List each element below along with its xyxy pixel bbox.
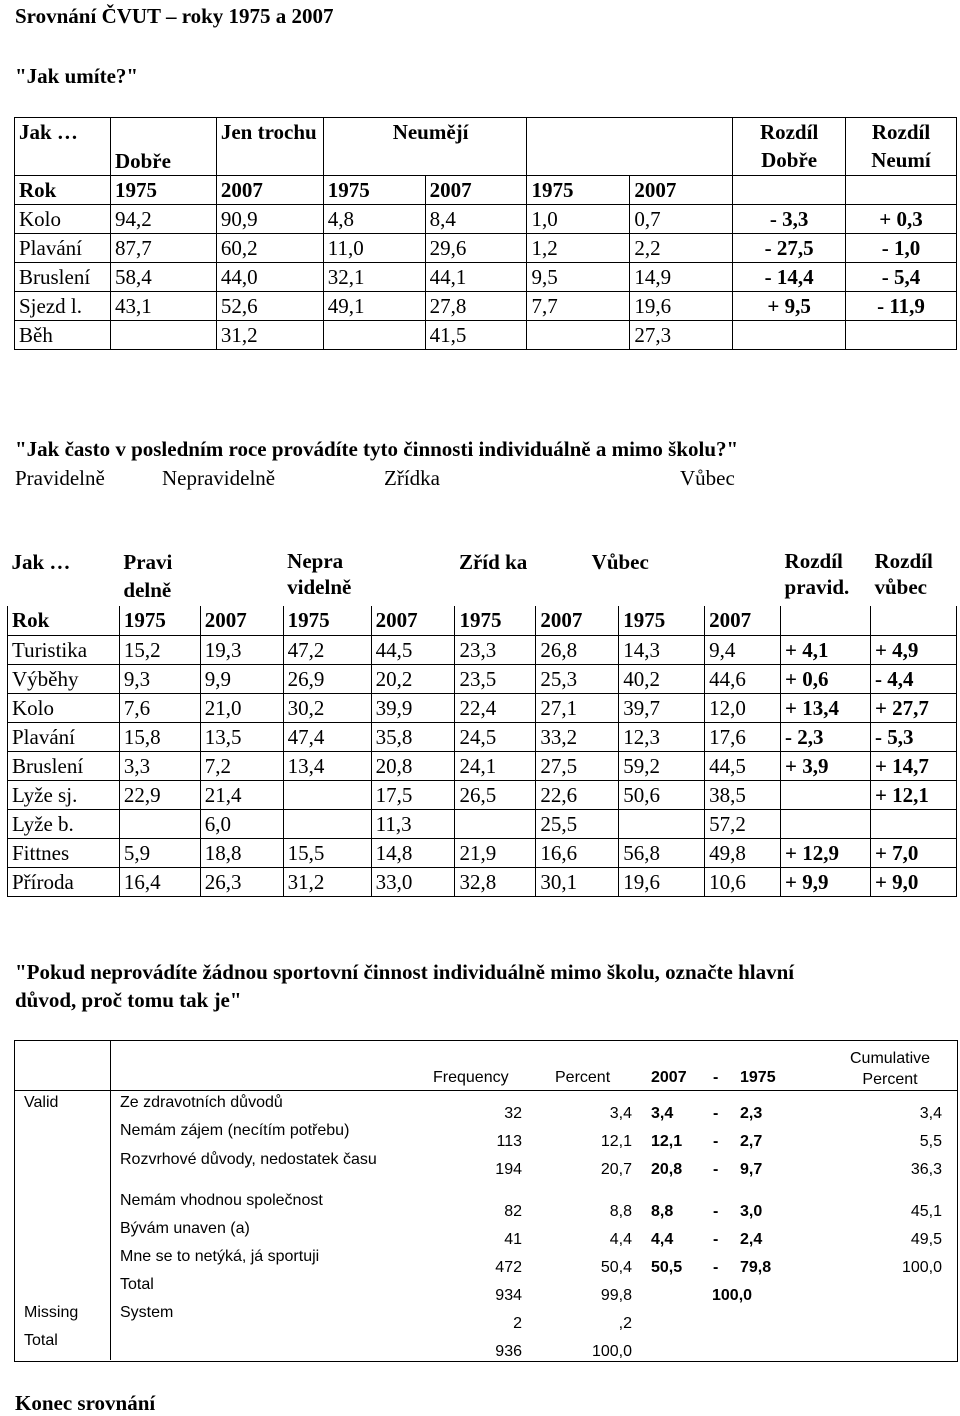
header-cell: Dobře [110,118,216,176]
cell: 2007 [536,606,619,635]
cell: 87,7 [110,234,216,263]
cell: 17,6 [705,722,781,751]
table-row [8,780,957,809]
cell: 25,3 [536,664,619,693]
cell: 2007 [200,606,283,635]
cell: - 11,9 [846,292,957,321]
cell: 11,0 [323,234,425,263]
cell: 14,9 [630,263,733,292]
header-cell: Jak … [11,550,71,574]
row-cumulative: 49,5 [910,1231,942,1248]
table-how-often [7,548,957,897]
cell [455,809,536,838]
row-label: Rozvrhové důvody, nedostatek času [120,1151,377,1168]
cell: 15,2 [119,635,200,664]
cell: - 2,3 [781,722,871,751]
section3-question-line1: "Pokud neprovádíte žádnou sportovní činnost individuálně mimo školu, označte hlavní [15,960,795,984]
cell: Plavání [8,722,120,751]
row-2007: 4,4 [651,1231,674,1248]
row-cumulative: 5,5 [919,1133,942,1150]
header-cumulative [840,1048,940,1090]
cell: 20,2 [371,664,455,693]
cell [527,321,630,350]
cell: 33,0 [371,867,455,896]
cell: + 14,7 [870,751,956,780]
cell: + 9,9 [781,867,871,896]
cell: Rok [8,606,120,635]
row-frequency: 936 [495,1343,522,1360]
cell: - 5,3 [870,722,956,751]
header-cell: Rozdíl pravid. [784,549,850,599]
row-frequency: 32 [504,1105,522,1122]
cell: 16,6 [536,838,619,867]
cell: Kolo [8,693,120,722]
cell: 39,9 [371,693,455,722]
header-cell: Rozdíl Neumí [846,118,957,176]
row-group-label: Missing [24,1304,79,1321]
scale-nepravidelne: Nepravidelně [162,466,276,490]
cell: 25,5 [536,809,619,838]
cell: 47,4 [283,722,371,751]
cell [619,809,705,838]
header-cumulative-line1: Cumulative [849,1050,931,1067]
cell: 20,8 [371,751,455,780]
divider [14,1090,957,1091]
cell: 44,1 [425,263,527,292]
header-cumulative-line2: Percent [862,1071,918,1088]
table-row [8,809,957,838]
cell: Bruslení [15,263,111,292]
cell: 1975 [283,606,371,635]
cell: 26,5 [455,780,536,809]
cell: 18,8 [200,838,283,867]
header-cell: Vůbec [591,550,649,574]
cell: - 27,5 [733,234,846,263]
cell: Bruslení [8,751,120,780]
row-1975: 2,3 [740,1105,763,1122]
cell: 13,5 [200,722,283,751]
cell: 2007 [216,176,323,205]
row-label: Nemám vhodnou společnost [120,1192,323,1209]
cell: 17,5 [371,780,455,809]
row-2007: 50,5 [651,1259,683,1276]
row-dash: - [713,1105,719,1122]
row-frequency: 41 [504,1231,522,1248]
cell: 12,3 [619,722,705,751]
cell: 9,3 [119,664,200,693]
row-2007: 12,1 [651,1133,683,1150]
cell [283,809,371,838]
cell: 24,1 [455,751,536,780]
year-row [15,176,957,205]
header-cell: Jen trochu [216,118,323,176]
row-dash: - [713,1259,719,1276]
cell: - 1,0 [846,234,957,263]
table-row [8,664,957,693]
scale-zridka: Zřídka [384,466,440,490]
row-group-label: Total [24,1332,58,1349]
cell: 56,8 [619,838,705,867]
row-label: Nemám zájem (necítím potřebu) [120,1122,350,1139]
cell: 44,5 [705,751,781,780]
header-percent: Percent [555,1069,611,1086]
row-label: Bývám unaven (a) [120,1220,250,1237]
cell: 2007 [705,606,781,635]
cell: 21,0 [200,693,283,722]
cell: 59,2 [619,751,705,780]
cell: 26,9 [283,664,371,693]
header-1975: 1975 [740,1069,776,1086]
cell: 29,6 [425,234,527,263]
row-1975: 79,8 [740,1259,772,1276]
cell: + 0,3 [846,205,957,234]
cell: 24,5 [455,722,536,751]
cell: 9,5 [527,263,630,292]
cell: Rok [15,176,111,205]
cell: 5,9 [119,838,200,867]
header-frequency: Frequency [433,1069,509,1086]
cell: 14,8 [371,838,455,867]
cell: 26,3 [200,867,283,896]
header-cell: Neumějí [323,118,527,176]
cell: + 12,1 [870,780,956,809]
cell: 90,9 [216,205,323,234]
cell: 30,2 [283,693,371,722]
table-row [8,751,957,780]
cell: 60,2 [216,234,323,263]
scale-vubec: Vůbec [680,466,735,490]
cell: 38,5 [705,780,781,809]
cell: + 3,9 [781,751,871,780]
cell [110,321,216,350]
table-row [8,867,957,896]
cell: - 14,4 [733,263,846,292]
cell: 27,8 [425,292,527,321]
row-cumulative: 3,4 [919,1105,942,1122]
cell: 6,0 [200,809,283,838]
cell: 7,7 [527,292,630,321]
cell: 19,3 [200,635,283,664]
cell [870,809,956,838]
row-percent: 12,1 [600,1133,632,1150]
cell: 43,1 [110,292,216,321]
row-2007: 3,4 [651,1105,674,1122]
cell [733,176,846,205]
cell: 22,9 [119,780,200,809]
header-cell: Pravi delně [123,550,173,602]
cell: 1975 [323,176,425,205]
cell: 2,2 [630,234,733,263]
cell: Fittnes [8,838,120,867]
cell: 1975 [119,606,200,635]
cell: 35,8 [371,722,455,751]
table-how-can-you [14,117,957,350]
table-header-row [15,118,957,176]
cell: 7,2 [200,751,283,780]
cell: 1,2 [527,234,630,263]
cell: Sjezd l. [15,292,111,321]
cell: 31,2 [216,321,323,350]
cell: 12,0 [705,693,781,722]
header-cell: Rozdíl vůbec [874,549,933,599]
cell: 27,1 [536,693,619,722]
row-percent: 8,8 [609,1203,632,1220]
cell: 15,8 [119,722,200,751]
cell: Lyže b. [8,809,120,838]
cell: 2007 [371,606,455,635]
header-cell: Zříd ka [458,550,528,574]
cell: + 7,0 [870,838,956,867]
row-1975: 2,7 [740,1133,763,1150]
cell: 9,9 [200,664,283,693]
cell: 23,3 [455,635,536,664]
row-frequency: 2 [513,1315,522,1332]
header-2007: 2007 [651,1069,687,1086]
cell: 19,6 [630,292,733,321]
row-frequency: 472 [495,1259,522,1276]
cell: - 3,3 [733,205,846,234]
row-frequency: 934 [495,1287,522,1304]
cell: 3,3 [119,751,200,780]
cell: 11,3 [371,809,455,838]
row-percent: 50,4 [600,1259,632,1276]
cell: + 0,6 [781,664,871,693]
cell: 15,5 [283,838,371,867]
table-row [15,234,957,263]
table-row [8,635,957,664]
cell: 16,4 [119,867,200,896]
row-frequency: 194 [495,1161,522,1178]
table-row [15,292,957,321]
cell [733,321,846,350]
cell: 50,6 [619,780,705,809]
header-dash: - [713,1069,719,1086]
cell: 22,6 [536,780,619,809]
cell [323,321,425,350]
header-cell [200,548,283,606]
row-percent: ,2 [618,1315,632,1332]
row-2007: 8,8 [651,1203,674,1220]
cell: 41,5 [425,321,527,350]
cell: 26,8 [536,635,619,664]
cell: 30,1 [536,867,619,896]
cell: + 27,7 [870,693,956,722]
row-percent: 20,7 [600,1161,632,1178]
footer-text: Konec srovnání [15,1391,156,1415]
cell: 39,7 [619,693,705,722]
section3-question-line2: důvod, proč tomu tak je" [15,988,242,1012]
row-frequency: 113 [496,1133,522,1150]
table-header-row [8,548,957,606]
cell: 27,5 [536,751,619,780]
header-cell [527,118,733,176]
table-row [8,693,957,722]
cell: 19,6 [619,867,705,896]
cell: 23,5 [455,664,536,693]
cell: 57,2 [705,809,781,838]
header-cell [371,548,455,606]
header-cell: Nepra videlně [287,549,352,599]
cell: 52,6 [216,292,323,321]
cell: 1975 [455,606,536,635]
cell: Plavání [15,234,111,263]
cell: 13,4 [283,751,371,780]
cell: 33,2 [536,722,619,751]
table-row [15,205,957,234]
section1-question: "Jak umíte?" [15,64,139,88]
row-dash: - [713,1203,719,1220]
cell: + 9,5 [733,292,846,321]
cell: 44,6 [705,664,781,693]
cell: 2007 [630,176,733,205]
cell: + 4,1 [781,635,871,664]
cell: 8,4 [425,205,527,234]
row-percent: 4,4 [609,1231,632,1248]
cell: 27,3 [630,321,733,350]
cell: 58,4 [110,263,216,292]
cell: 1975 [527,176,630,205]
cell: + 9,0 [870,867,956,896]
cell: Turistika [8,635,120,664]
divider [110,1040,111,1360]
cell [283,780,371,809]
row-percent: 3,4 [609,1105,632,1122]
cell: Lyže sj. [8,780,120,809]
row-label: Total [120,1276,154,1293]
cell: 1975 [619,606,705,635]
table-row [15,321,957,350]
row-label: Ze zdravotních důvodů [120,1094,283,1111]
header-cell: Rozdíl Dobře [733,118,846,176]
cell: 0,7 [630,205,733,234]
cell: 4,8 [323,205,425,234]
row-1975: 9,7 [740,1161,763,1178]
cell [781,780,871,809]
cell: 1975 [110,176,216,205]
row-label: System [120,1304,174,1321]
cell: - 4,4 [870,664,956,693]
row-dash: - [713,1161,719,1178]
cell: 44,5 [371,635,455,664]
scale-pravidelne: Pravidelně [15,466,105,490]
section2-question: "Jak často v posledním roce provádíte tyto činnosti individuálně a mimo školu?" [15,437,739,461]
cell: 32,1 [323,263,425,292]
cell: Běh [15,321,111,350]
cell [846,321,957,350]
cell: - 5,4 [846,263,957,292]
cell: 21,4 [200,780,283,809]
cell: Kolo [15,205,111,234]
row-1975: 3,0 [740,1203,763,1220]
cell: 40,2 [619,664,705,693]
cell: 47,2 [283,635,371,664]
table-row [8,838,957,867]
row-cumulative: 45,1 [910,1203,942,1220]
cell: 9,4 [705,635,781,664]
cell: 31,2 [283,867,371,896]
cell: 32,8 [455,867,536,896]
cell: 49,8 [705,838,781,867]
header-cell: Jak … [15,118,111,176]
cell: 7,6 [119,693,200,722]
row-dash: - [713,1231,719,1248]
cell: 14,3 [619,635,705,664]
page-title: Srovnání ČVUT – roky 1975 a 2007 [15,4,334,28]
row-percent: 99,8 [600,1287,632,1304]
cell [119,809,200,838]
cell: + 12,9 [781,838,871,867]
cell: 49,1 [323,292,425,321]
row-label: Mne se to netýká, já sportuji [120,1248,320,1265]
cell: Příroda [8,867,120,896]
cell [781,606,871,635]
cell: 22,4 [455,693,536,722]
row-group-label: Valid [24,1094,59,1111]
table-row [8,722,957,751]
cell: 44,0 [216,263,323,292]
cell [846,176,957,205]
cell [870,606,956,635]
cell: 10,6 [705,867,781,896]
row-cumulative: 36,3 [910,1161,942,1178]
row-1975: 2,4 [740,1231,763,1248]
year-row [8,606,957,635]
header-cell [705,548,781,606]
row-2007: 20,8 [651,1161,683,1178]
cell: 1,0 [527,205,630,234]
table-row [15,263,957,292]
row-cumulative: 100,0 [901,1259,942,1276]
cell: + 13,4 [781,693,871,722]
row-frequency: 82 [504,1203,522,1220]
row-dash: - [713,1133,719,1150]
row-percent: 100,0 [591,1343,632,1360]
cell: + 4,9 [870,635,956,664]
cell: 2007 [425,176,527,205]
cell: 21,9 [455,838,536,867]
row-1975: 100,0 [712,1287,753,1304]
cell: Výběhy [8,664,120,693]
cell [781,809,871,838]
cell: 94,2 [110,205,216,234]
